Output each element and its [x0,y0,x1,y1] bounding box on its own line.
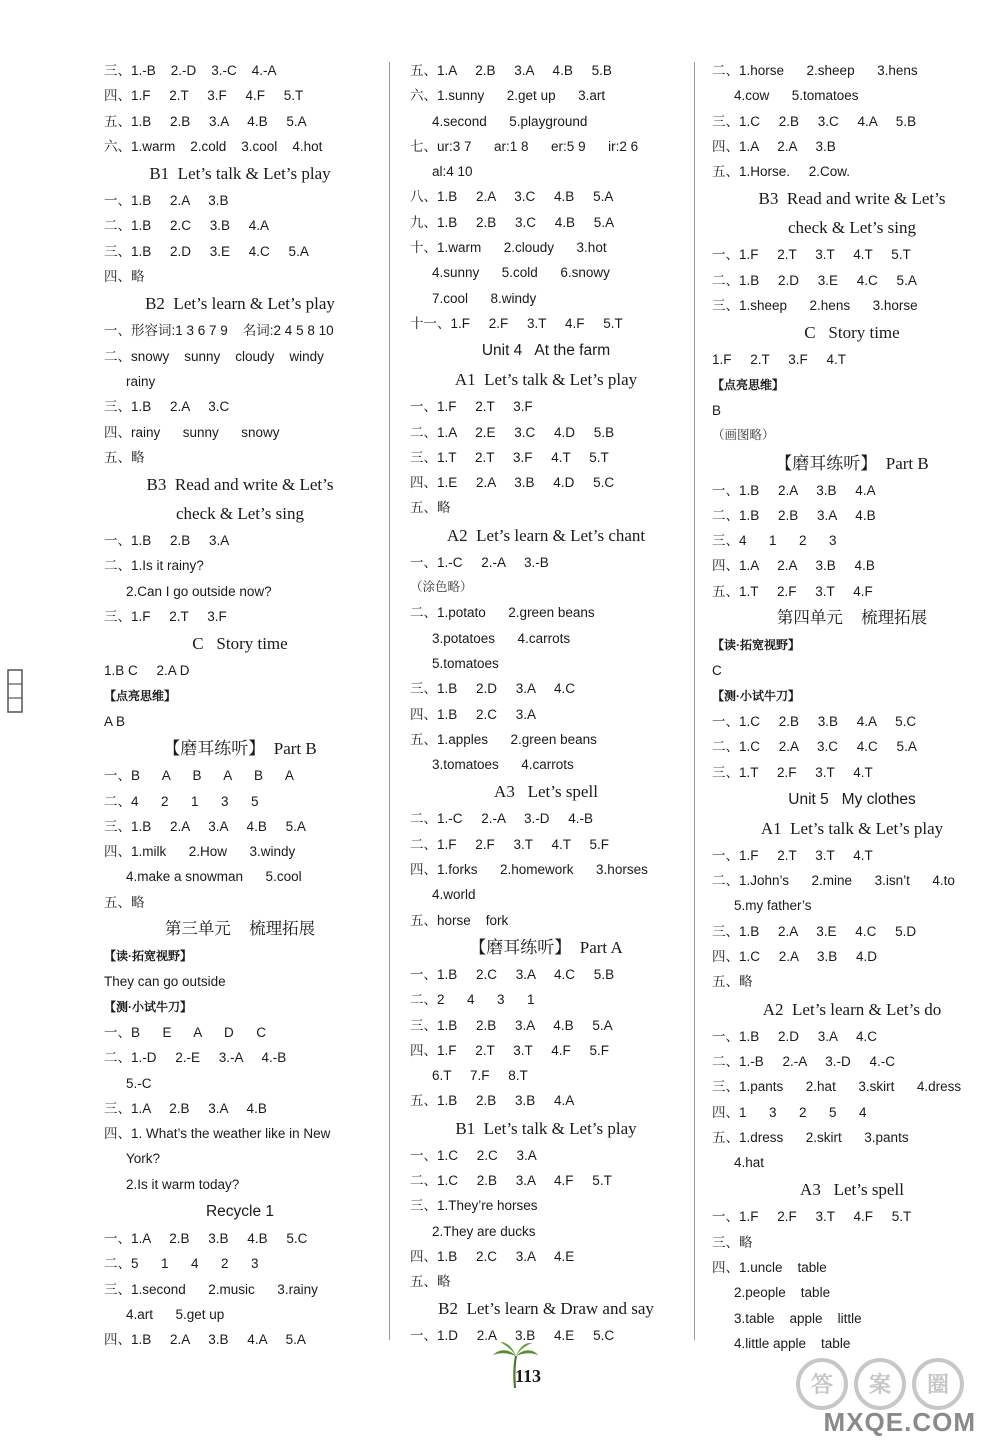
answer-line: 二、1.horse 2.sheep 3.hens [712,63,918,78]
answer-line: 二、1.F 2.F 3.T 4.T 5.F [410,836,610,852]
tag-label: 【点亮思维】 [712,377,785,392]
answer-line: York? [126,1151,161,1167]
section-heading: B2 Let’s learn & Draw and say [438,1299,654,1319]
answer-line: 二、1.C 2.A 3.C 4.C 5.A [712,739,917,755]
answer-column-1 [104,58,376,1352]
answer-line: 三、略 [712,1234,753,1250]
svg-text:答: 答 [810,1373,834,1398]
unit-title: Unit 4 At the farm [481,342,611,360]
answer-line: 5.-C [126,1075,152,1091]
answer-line: 一、1.B 2.C 3.A 4.C 5.B [410,966,615,982]
answer-line: 五、1.T 2.F 3.T 4.F [712,583,873,599]
answer-line: 二、1.B 2.C 3.B 4.A [104,218,270,234]
answer-line: 一、1.F 2.T 3.T 4.T 5.T [712,247,911,263]
answer-line: 二、1.potato 2.green beans [410,605,595,621]
answer-line: 四、1.milk 2.How 3.windy [104,844,296,860]
answer-line: 四、1.A 2.A 3.B [712,138,836,154]
answer-column-3 [712,58,992,1356]
section-heading: B2 Let’s learn & Let’s play [145,294,335,314]
tag-label: 【读·拓宽视野】 [104,949,192,964]
answer-line: 四、1.F 2.T 3.T 4.F 5.F [410,1042,610,1058]
answer-line: 九、1.B 2.B 3.C 4.B 5.A [410,214,615,230]
answer-line: 四、1.uncle table [712,1259,827,1275]
section-heading: check & Let’s sing [788,218,916,238]
answer-line: 二、5 1 4 2 3 [104,1256,259,1272]
answer-line: 2.Can I go outside now? [126,583,272,599]
section-heading: B1 Let’s talk & Let’s play [455,1118,637,1138]
answer-line: 五、1.apples 2.green beans [410,731,597,747]
answer-line: rainy [126,373,156,389]
section-heading: A2 Let’s learn & Let’s chant [446,525,646,545]
answer-line: 二、snowy sunny cloudy windy [104,348,324,364]
answer-line: 二、2 4 3 1 [410,992,535,1008]
answer-line: 一、1.B 2.D 3.A 4.C [712,1028,878,1044]
answer-line: 四、1. What’s the weather like in New [104,1126,331,1142]
answer-line: 2.Is it warm today? [126,1176,240,1192]
answer-line: 2.people table [734,1285,831,1301]
answer-line: 六、1.warm 2.cold 3.cool 4.hot [104,138,323,154]
answer-line: 五、1.dress 2.skirt 3.pants [712,1129,909,1145]
answer-line: 4.hat [734,1155,765,1171]
answer-line: 四、1.forks 2.homework 3.horses [410,862,648,878]
section-heading: A1 Let’s talk & Let’s play [454,370,638,390]
section-heading: B3 Read and write & Let’s [758,189,946,209]
section-heading: B3 Read and write & Let’s [146,475,334,495]
answer-line: 一、1.C 2.B 3.B 4.A 5.C [712,713,917,729]
unit-review-heading: 第三单元 梳理拓展 [164,920,316,939]
tag-label: 【读·拓宽视野】 [712,638,800,653]
answer-line: 五、horse fork [410,912,509,928]
answer-line: A B [104,713,126,729]
answer-line: 五、1.A 2.B 3.A 4.B 5.B [410,63,612,78]
answer-line: 三、1.pants 2.hat 3.skirt 4.dress [712,1079,962,1095]
answer-line: 五、1.Horse. 2.Cow. [712,164,851,180]
tag-label: 【测·小试牛刀】 [104,999,192,1014]
unit-review-heading: 第四单元 梳理拓展 [776,609,928,628]
answer-line: 五、略 [410,1274,451,1290]
watermark-text: MXQE.COM [823,1407,976,1437]
answer-line: 一、1.F 2.T 3.T 4.T [712,847,873,863]
answer-line: 二、1.John’s 2.mine 3.isn’t 4.to [712,873,955,889]
answer-line: 三、1.B 2.B 3.A 4.B 5.A [410,1017,613,1033]
answer-line: 二、4 2 1 3 5 [104,793,259,809]
section-heading: A1 Let’s talk & Let’s play [760,818,944,838]
answer-line: 四、1.E 2.A 3.B 4.D 5.C [410,475,615,491]
answer-line: 五、1.B 2.B 3.A 4.B 5.A [104,113,307,129]
answer-line: 一、1.C 2.C 3.A [410,1147,537,1163]
answer-line: 一、B E A D C [104,1024,267,1040]
answer-line: 3.potatoes 4.carrots [432,630,571,646]
answer-line: 二、1.-C 2.-A 3.-D 4.-B [410,811,594,827]
answer-line: 三、1.B 2.D 3.E 4.C 5.A [104,243,309,259]
section-heading: C Story time [804,323,900,343]
answer-line: 1.F 2.T 3.F 4.T [712,352,847,368]
note-text: （画图略） [712,428,775,443]
answer-line: 五、1.B 2.B 3.B 4.A [410,1093,575,1109]
section-heading: check & Let’s sing [176,504,304,524]
answer-line: 三、1.-B 2.-D 3.-C 4.-A [104,63,277,78]
column-divider-1 [389,62,390,1340]
answer-column-2 [410,58,682,1349]
answer-line: C [712,663,722,679]
answer-line: 三、1.C 2.B 3.C 4.A 5.B [712,113,917,129]
tag-label: 【点亮思维】 [104,688,177,703]
answer-line: 二、1.-D 2.-E 3.-A 4.-B [104,1050,287,1066]
answer-line: 三、1.second 2.music 3.rainy [104,1281,318,1297]
answer-line: 三、1.They’re horses [410,1198,538,1214]
answer-line: 六、1.sunny 2.get up 3.art [410,88,606,104]
svg-text:案: 案 [868,1373,892,1398]
unit-title: Recycle 1 [205,1202,275,1220]
answer-line: 3.tomatoes 4.carrots [432,757,574,773]
answer-line: 一、1.-C 2.-A 3.-B [410,554,549,570]
answer-line: 五、略 [712,974,753,990]
answer-line: 五、略 [410,500,451,516]
answer-line: 4.world [432,887,476,903]
answer-line: 三、1.B 2.A 3.E 4.C 5.D [712,923,917,939]
answer-line: 四、略 [104,269,145,285]
answer-line: 4.second 5.playground [432,113,588,129]
section-heading: 【磨耳练听】 Part B [775,453,929,473]
answer-line: 一、1.B 2.B 3.A [104,533,230,549]
section-heading: A2 Let’s learn & Let’s do [762,999,942,1019]
answer-line: 四、1 3 2 5 4 [712,1104,867,1120]
answer-line: 七、ur:3 7 ar:1 8 er:5 9 ir:2 6 [410,138,639,154]
answer-line: 二、1.B 2.D 3.E 4.C 5.A [712,272,917,288]
answer-line: 四、rainy sunny snowy [104,424,280,440]
answer-line: 一、1.D 2.A 3.B 4.E 5.C [410,1328,615,1344]
answer-line: 一、1.B 2.A 3.B [104,193,229,209]
answer-line: 2.They are ducks [432,1223,536,1239]
section-heading: A3 Let’s spell [800,1180,904,1200]
answer-line: 三、1.F 2.T 3.F [104,609,227,625]
answer-line: 二、1.C 2.B 3.A 4.F 5.T [410,1172,612,1188]
note-text: （涂色略） [410,580,473,595]
answer-line: They can go outside [104,974,226,990]
answer-line: 五、略 [104,894,145,910]
answer-line: 4.art 5.get up [126,1306,225,1322]
section-heading: 【磨耳练听】 Part B [163,739,317,759]
answer-line: 三、1.B 2.A 3.A 4.B 5.A [104,818,306,834]
answer-line: 四、1.B 2.A 3.B 4.A 5.A [104,1332,306,1348]
answer-line: 5.tomatoes [432,655,499,671]
answer-line: 四、1.B 2.C 3.A [410,706,537,722]
answer-line: 一、1.F 2.F 3.T 4.F 5.T [712,1209,912,1225]
answer-line: B [712,402,722,418]
answer-line: 三、1.T 2.F 3.T 4.T [712,764,873,780]
answer-line: 二、1.A 2.E 3.C 4.D 5.B [410,424,615,440]
answer-line: 三、1.A 2.B 3.A 4.B [104,1100,267,1116]
answer-line: 十一、1.F 2.F 3.T 4.F 5.T [410,315,623,331]
svg-text:圈: 圈 [926,1373,950,1398]
answer-line: 7.cool 8.windy [432,290,537,306]
answer-line: 一、1.A 2.B 3.B 4.B 5.C [104,1230,308,1246]
answer-line: 二、1.B 2.B 3.A 4.B [712,507,876,523]
tag-label: 【测·小试牛刀】 [712,688,800,703]
answer-line: 4.cow 5.tomatoes [734,88,859,104]
answer-line: 八、1.B 2.A 3.C 4.B 5.A [410,189,614,205]
answer-line: 5.my father’s [734,898,812,914]
answer-line: 1.B C 2.A D [104,663,190,679]
answer-line: 一、形容词:1 3 6 7 9 名词:2 4 5 8 10 [104,323,334,339]
answer-line: 四、1.C 2.A 3.B 4.D [712,949,878,965]
answer-line: 四、1.A 2.A 3.B 4.B [712,558,875,574]
answer-line: 四、1.F 2.T 3.F 4.F 5.T [104,88,304,104]
answer-line: 三、1.T 2.T 3.F 4.T 5.T [410,449,609,465]
answer-line: 一、B A B A B A [104,768,294,784]
answer-line: 4.little apple table [734,1335,851,1351]
page-number: 113 [515,1366,542,1386]
section-heading: C Story time [192,634,288,654]
answer-line: 三、1.B 2.D 3.A 4.C [410,681,576,697]
answer-line: 3.table apple little [734,1310,862,1326]
section-heading: A3 Let’s spell [494,782,598,802]
answer-line: 三、1.sheep 2.hens 3.horse [712,298,918,314]
answer-line: 6.T 7.F 8.T [432,1068,528,1084]
answer-line: 4.make a snowman 5.cool [126,869,302,885]
answer-line: 4.sunny 5.cold 6.snowy [432,265,610,281]
section-heading: 【磨耳练听】 Part A [469,937,623,957]
answer-line: 二、1.-B 2.-A 3.-D 4.-C [712,1053,896,1069]
answer-line: 三、1.B 2.A 3.C [104,399,230,415]
answer-line: 四、1.B 2.C 3.A 4.E [410,1248,575,1264]
answer-line: 二、1.Is it rainy? [104,558,204,574]
answer-line: 一、1.B 2.A 3.B 4.A [712,482,876,498]
answer-line: 五、略 [104,449,145,465]
side-binding-mark [4,668,26,714]
answer-line: al:4 10 [432,164,473,180]
unit-title: Unit 5 My clothes [788,790,916,808]
answer-line: 一、1.F 2.T 3.F [410,399,533,415]
answer-line: 十、1.warm 2.cloudy 3.hot [410,240,607,256]
answer-line: 三、4 1 2 3 [712,533,837,549]
section-heading: B1 Let’s talk & Let’s play [149,164,331,184]
column-divider-2 [694,62,695,1340]
